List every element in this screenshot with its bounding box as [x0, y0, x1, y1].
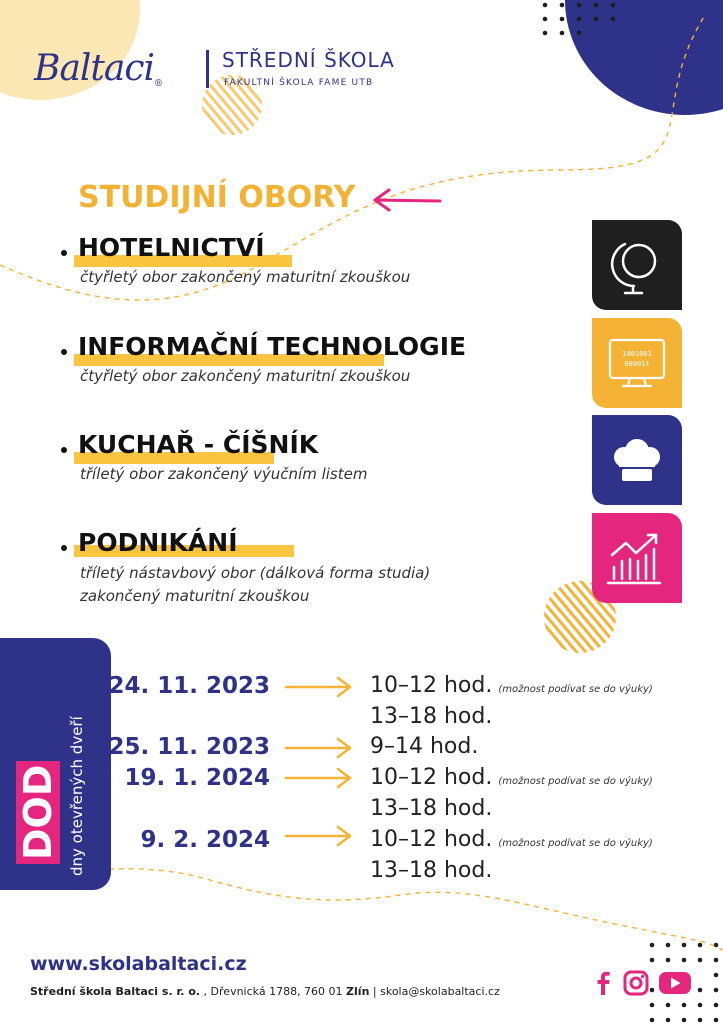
program-title: PODNIKÁNÍ	[78, 528, 238, 557]
footer-separator: |	[369, 985, 381, 998]
dod-time-row	[370, 796, 492, 821]
computer-icon	[592, 318, 682, 408]
footer-contact	[30, 985, 500, 998]
growth-chart-icon	[592, 513, 682, 603]
dod-date: 25. 11. 2023	[108, 734, 270, 760]
footer-address: , Dřevnická 1788, 760 01	[200, 985, 347, 998]
dod-note: (možnost podívat se do výuky)	[498, 838, 653, 849]
logo-subtitle: FAKULTNÍ ŠKOLA FAME UTB	[224, 78, 374, 88]
company-name: Střední škola Baltaci s. r. o.	[30, 985, 201, 998]
dod-time: 13–18 hod.	[370, 704, 493, 729]
schedule-arrows	[280, 670, 360, 850]
bullet-icon	[61, 250, 67, 256]
bullet-icon	[61, 447, 67, 453]
dod-note: (možnost podívat se do výuky)	[498, 684, 653, 695]
logo-divider	[206, 50, 209, 88]
program-description: tříletý nástavbový obor (dálková forma studia)	[80, 564, 431, 582]
chef-hat-icon	[592, 415, 682, 505]
bullet-icon	[61, 349, 67, 355]
dot-pattern-top	[543, 3, 616, 36]
arrow-right-icon	[286, 739, 350, 757]
dod-time-row	[370, 673, 653, 698]
globe-icon	[592, 220, 682, 310]
dod-note: (možnost podívat se do výuky)	[498, 776, 653, 787]
section-heading: STUDIJNÍ OBORY	[78, 180, 356, 215]
dod-time: 10–12 hod.	[370, 673, 493, 698]
dod-date: 9. 2. 2024	[140, 827, 270, 853]
dod-time-row	[370, 858, 492, 883]
svg-text:1001001: 1001001	[622, 350, 652, 358]
tile-podnikani	[592, 513, 682, 603]
arrow-right-icon	[286, 678, 350, 696]
dod-time-row	[370, 704, 492, 729]
dod-time-row	[370, 827, 653, 852]
dod-time: 10–12 hod.	[370, 765, 493, 790]
program-description: čtyřletý obor zakončený maturitní zkouškou	[80, 268, 411, 286]
logo-script-text: Baltaci	[34, 48, 155, 89]
arrow-right-icon	[286, 827, 350, 845]
email-link[interactable]: skola@skolabaltaci.cz	[380, 985, 500, 998]
dod-rotated-label	[10, 644, 100, 884]
facebook-icon[interactable]	[594, 969, 612, 997]
dod-subtitle: dny otevřených dveří	[68, 716, 86, 876]
dod-time: 13–18 hod.	[370, 796, 493, 821]
program-title: HOTELNICTVÍ	[78, 233, 265, 262]
dod-time: 13–18 hod.	[370, 858, 493, 883]
dod-time: 9–14 hod.	[370, 734, 479, 759]
dod-date: 24. 11. 2023	[108, 673, 270, 699]
program-title: INFORMAČNÍ TECHNOLOGIE	[78, 332, 467, 361]
dod-time: 10–12 hod.	[370, 827, 493, 852]
dod-title: DOD	[16, 761, 60, 864]
program-description: zakončený maturitní zkouškou	[80, 587, 310, 605]
footer-city: Zlín	[346, 985, 370, 998]
tile-hotelnictvi	[592, 220, 682, 310]
logo-registered-mark: ®	[154, 79, 163, 89]
dod-time-row	[370, 765, 653, 790]
arrow-right-icon	[286, 769, 350, 787]
tile-kuchar	[592, 415, 682, 505]
youtube-icon[interactable]	[658, 969, 692, 997]
logo-wordmark	[34, 48, 162, 89]
program-title: KUCHAŘ - ČÍŠNÍK	[78, 430, 319, 459]
program-description: čtyřletý obor zakončený maturitní zkouškou	[80, 367, 411, 385]
svg-text:000011: 000011	[624, 360, 650, 368]
bullet-icon	[61, 545, 67, 551]
website-link[interactable]: www.skolabaltaci.cz	[30, 953, 247, 975]
pink-arrow-icon	[375, 190, 440, 210]
instagram-icon[interactable]	[622, 969, 650, 997]
dod-date: 19. 1. 2024	[124, 765, 270, 791]
dod-time-row	[370, 734, 478, 759]
tile-it	[592, 318, 682, 408]
logo-title: STŘEDNÍ ŠKOLA	[222, 48, 395, 72]
program-description: tříletý obor zakončený výučním listem	[80, 465, 368, 483]
